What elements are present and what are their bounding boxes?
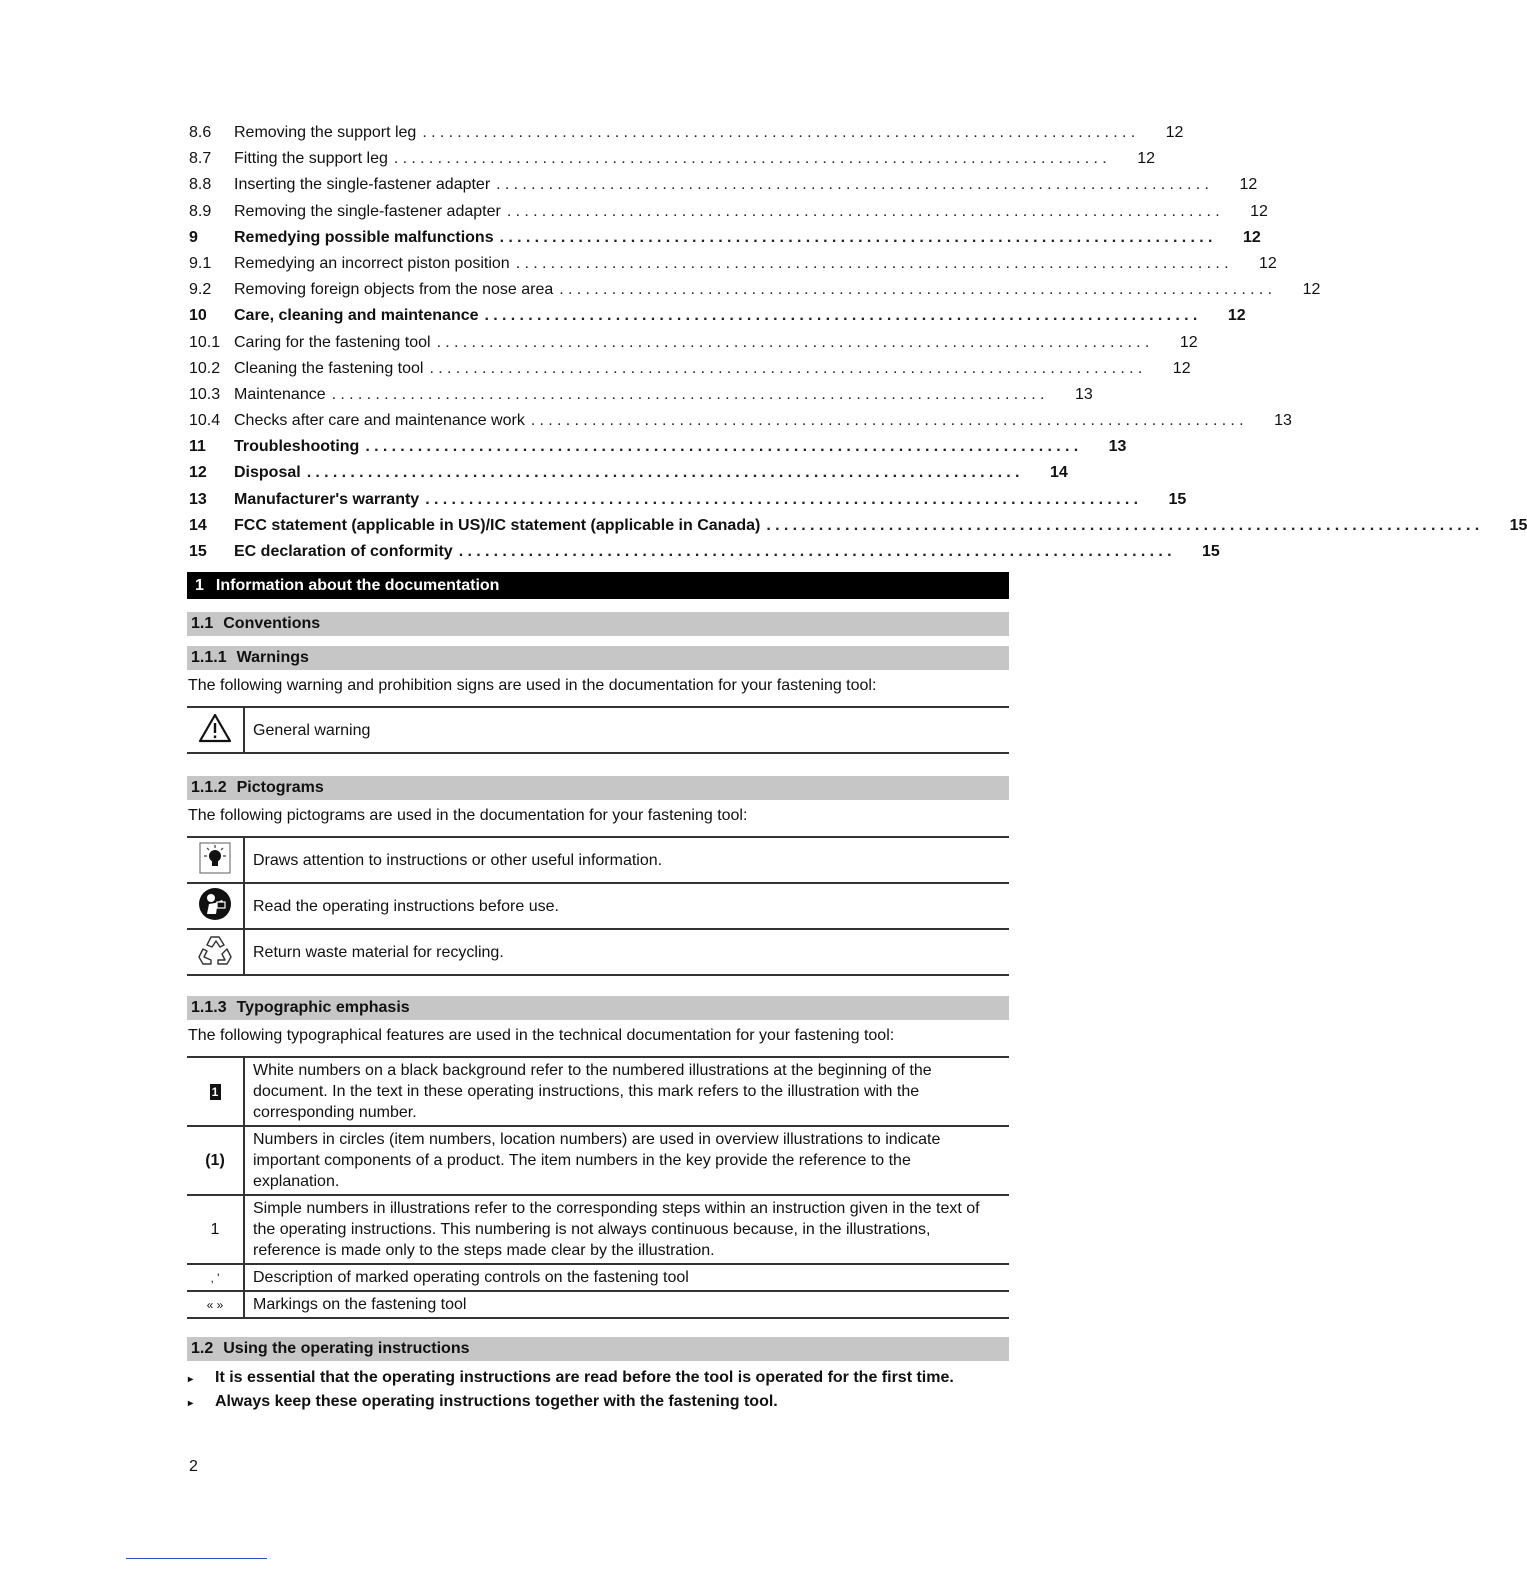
- table-row: [187, 883, 1009, 929]
- toc-number: 10.2: [189, 359, 221, 377]
- toc-entry[interactable]: [189, 303, 1246, 329]
- toc-title: Caring for the fastening tool: [234, 333, 431, 351]
- toc-page: 15: [1509, 516, 1527, 534]
- description-cell: Draws attention to instructions or other useful information.: [244, 837, 1009, 883]
- toc-entry[interactable]: [189, 356, 1191, 382]
- section-title: Information about the documentation: [215, 577, 500, 594]
- subsection-heading-pictograms: [187, 776, 1009, 800]
- subsection-title: Typographic emphasis: [236, 999, 410, 1016]
- toc-page: 12: [1137, 150, 1155, 168]
- subsection-number: 1.1.3: [191, 999, 227, 1016]
- bullet-arrow-icon: ▸: [188, 1398, 194, 1409]
- toc-number: 15: [189, 543, 207, 560]
- toc-page: 15: [1168, 490, 1187, 508]
- toc-number: 9: [189, 228, 198, 246]
- description-cell: Simple numbers in illustrations refer to the corresponding steps within an instruction given in the text of the operating instructions. This numbering is not always continuous because, in the illustrations, reference is made only to the steps made clear by the illustration.: [244, 1195, 1009, 1264]
- toc-number: 8.9: [189, 202, 212, 220]
- toc-leader: ..................................................................................: [306, 464, 1024, 482]
- toc-title: Removing foreign objects from the nose area: [234, 281, 554, 299]
- recycling-icon: [197, 933, 233, 967]
- table-row: [187, 837, 1009, 883]
- toc-number: 9.2: [189, 281, 212, 299]
- toc-page: 12: [1239, 176, 1258, 194]
- toc-number: 10.4: [189, 412, 221, 430]
- symbol-cell: [187, 929, 244, 975]
- toc-title: Care, cleaning and maintenance: [234, 307, 479, 325]
- toc-leader: ..................................................................................: [766, 516, 1484, 534]
- toc-entry[interactable]: [189, 225, 1261, 251]
- toc-leader: ..................................................................................: [559, 281, 1277, 299]
- toc-number: 8.6: [189, 124, 212, 141]
- toc-entry[interactable]: [189, 330, 1198, 356]
- toc-title: Removing the support leg: [234, 124, 417, 141]
- symbol-cell: (1): [187, 1126, 244, 1195]
- toc-leader: ..................................................................................: [458, 543, 1176, 560]
- toc-number: 8.7: [189, 150, 212, 168]
- symbol-cell: « »: [187, 1291, 244, 1318]
- description-cell: Read the operating instructions before use.: [244, 883, 1009, 929]
- toc-number: 13: [189, 490, 207, 508]
- subsection-title: Warnings: [236, 649, 309, 666]
- toc-page: 12: [1259, 254, 1277, 272]
- toc-leader: ..................................................................................: [499, 228, 1217, 246]
- toc-title: Removing the single-fastener adapter: [234, 202, 501, 220]
- subsection-number: 1.1.1: [191, 649, 227, 666]
- toc-page: 12: [1250, 202, 1268, 220]
- description-cell: General warning: [244, 707, 1009, 753]
- toc-number: 8.8: [189, 176, 212, 194]
- list-item: [188, 1390, 1018, 1414]
- table-row: [187, 1195, 1009, 1264]
- toc-entry[interactable]: [189, 199, 1268, 225]
- toc-page: 13: [1108, 438, 1127, 456]
- table-row: [187, 1126, 1009, 1195]
- subsection-title: Pictograms: [236, 779, 324, 796]
- toc-title: Checks after care and maintenance work: [234, 412, 525, 430]
- toc-entry[interactable]: [189, 277, 1321, 303]
- illustration-number-mark: 1: [210, 1084, 221, 1100]
- warning-triangle-icon: [198, 713, 232, 743]
- toc-title: Maintenance: [234, 385, 326, 403]
- bullet-text: Always keep these operating instructions together with the fastening tool.: [215, 1393, 778, 1410]
- subsection-heading-typographic-emphasis: [187, 996, 1009, 1020]
- toc-entry[interactable]: [189, 408, 1292, 434]
- symbol-cell: [187, 837, 244, 883]
- read-manual-icon: [197, 886, 233, 922]
- toc-page: 13: [1074, 385, 1093, 403]
- warnings-table: [187, 706, 1009, 754]
- toc-number: 9.1: [189, 254, 212, 272]
- toc-page: 12: [1242, 228, 1261, 246]
- symbol-cell: 1: [187, 1195, 244, 1264]
- toc-leader: ..................................................................................: [422, 124, 1140, 141]
- table-of-contents: [189, 120, 1527, 565]
- toc-page: 12: [1179, 333, 1198, 351]
- toc-number: 10.1: [189, 333, 221, 351]
- toc-title: FCC statement (applicable in US)/IC statement (applicable in Canada): [234, 516, 761, 534]
- footer-line: [126, 1558, 267, 1559]
- table-row: [187, 929, 1009, 975]
- instruction-bullets: [188, 1366, 1018, 1414]
- toc-title: Disposal: [234, 464, 301, 482]
- table-row: [187, 1291, 1009, 1318]
- toc-leader: ..................................................................................: [436, 333, 1154, 351]
- toc-page: 12: [1227, 307, 1246, 325]
- toc-entry[interactable]: [189, 382, 1093, 408]
- toc-title: EC declaration of conformity: [234, 543, 453, 560]
- subsection-number: 1.2: [191, 1340, 214, 1357]
- table-row: [187, 1057, 1009, 1126]
- symbol-cell: [187, 1057, 244, 1126]
- toc-leader: ..................................................................................: [429, 359, 1147, 377]
- toc-page: 13: [1274, 412, 1292, 430]
- subsection-heading-warnings: [187, 646, 1009, 670]
- description-cell: Description of marked operating controls on the fastening tool: [244, 1264, 1009, 1291]
- toc-leader: ..................................................................................: [331, 385, 1049, 403]
- toc-leader: ..................................................................................: [393, 150, 1111, 168]
- symbol-cell: [187, 883, 244, 929]
- section-number: 1: [195, 577, 204, 594]
- subsection-number: 1.1.2: [191, 779, 227, 796]
- toc-page: 12: [1302, 281, 1321, 299]
- toc-title: Remedying an incorrect piston position: [234, 254, 510, 272]
- subsection-heading-conventions: [187, 612, 1009, 636]
- subsection-heading-using-instructions: [187, 1337, 1009, 1361]
- subsection-title: Conventions: [223, 615, 321, 632]
- toc-number: 10.3: [189, 385, 221, 403]
- toc-leader: ..................................................................................: [425, 490, 1143, 508]
- toc-leader: ..................................................................................: [496, 176, 1214, 194]
- description-cell: White numbers on a black background refer to the numbered illustrations at the beginning of the document. In the text in these operating instructions, this mark refers to the illustration with the corresponding number.: [244, 1057, 1009, 1126]
- page-number: 2: [189, 1458, 198, 1475]
- toc-entry[interactable]: [189, 513, 1527, 539]
- list-item: [188, 1366, 1018, 1390]
- toc-number: 11: [189, 438, 206, 456]
- section-heading: [187, 572, 1009, 599]
- typographic-table: [187, 1056, 1009, 1319]
- description-cell: Markings on the fastening tool: [244, 1291, 1009, 1318]
- toc-leader: ..................................................................................: [515, 254, 1233, 272]
- toc-entry[interactable]: [189, 146, 1155, 172]
- toc-number: 12: [189, 464, 207, 482]
- toc-title: Troubleshooting: [234, 438, 360, 456]
- table-row: [187, 707, 1009, 753]
- pictograms-intro: The following pictograms are used in the documentation for your fastening tool:: [188, 807, 748, 824]
- toc-title: Remedying possible malfunctions: [234, 228, 494, 246]
- toc-entry[interactable]: [189, 172, 1258, 198]
- bullet-arrow-icon: ▸: [188, 1374, 194, 1385]
- toc-entry[interactable]: [189, 487, 1187, 513]
- toc-page: 14: [1050, 464, 1068, 482]
- pictograms-table: [187, 836, 1009, 976]
- toc-page: 12: [1172, 359, 1191, 377]
- typographic-intro: The following typographical features are used in the technical documentation for your fastening tool:: [188, 1027, 895, 1044]
- toc-number: 10: [189, 307, 207, 325]
- toc-title: Fitting the support leg: [234, 150, 388, 168]
- toc-number: 14: [189, 516, 207, 534]
- toc-entry[interactable]: [189, 120, 1184, 146]
- warnings-intro: The following warning and prohibition signs are used in the documentation for your fastening tool:: [188, 677, 877, 694]
- description-cell: Numbers in circles (item numbers, location numbers) are used in overview illustrations to indicate important components of a product. The item numbers in the key provide the reference to the explanation.: [244, 1126, 1009, 1195]
- table-row: [187, 1264, 1009, 1291]
- subsection-number: 1.1: [191, 615, 214, 632]
- subsection-title: Using the operating instructions: [223, 1340, 470, 1357]
- symbol-cell: [187, 707, 244, 753]
- toc-title: Manufacturer's warranty: [234, 490, 420, 508]
- symbol-cell: , ': [187, 1264, 244, 1291]
- lightbulb-icon: [198, 841, 232, 875]
- toc-page: 15: [1202, 543, 1220, 560]
- toc-leader: ..................................................................................: [530, 412, 1248, 430]
- bullet-text: It is essential that the operating instructions are read before the tool is operated for the first time.: [215, 1369, 954, 1386]
- toc-title: Cleaning the fastening tool: [234, 359, 424, 377]
- toc-entry[interactable]: [189, 434, 1127, 460]
- toc-page: 12: [1165, 124, 1184, 141]
- toc-leader: ..................................................................................: [365, 438, 1083, 456]
- toc-entry[interactable]: [189, 539, 1220, 565]
- toc-leader: ..................................................................................: [484, 307, 1202, 325]
- toc-title: Inserting the single-fastener adapter: [234, 176, 491, 194]
- description-cell: Return waste material for recycling.: [244, 929, 1009, 975]
- toc-entry[interactable]: [189, 460, 1068, 486]
- toc-leader: ..................................................................................: [506, 202, 1224, 220]
- toc-entry[interactable]: [189, 251, 1277, 277]
